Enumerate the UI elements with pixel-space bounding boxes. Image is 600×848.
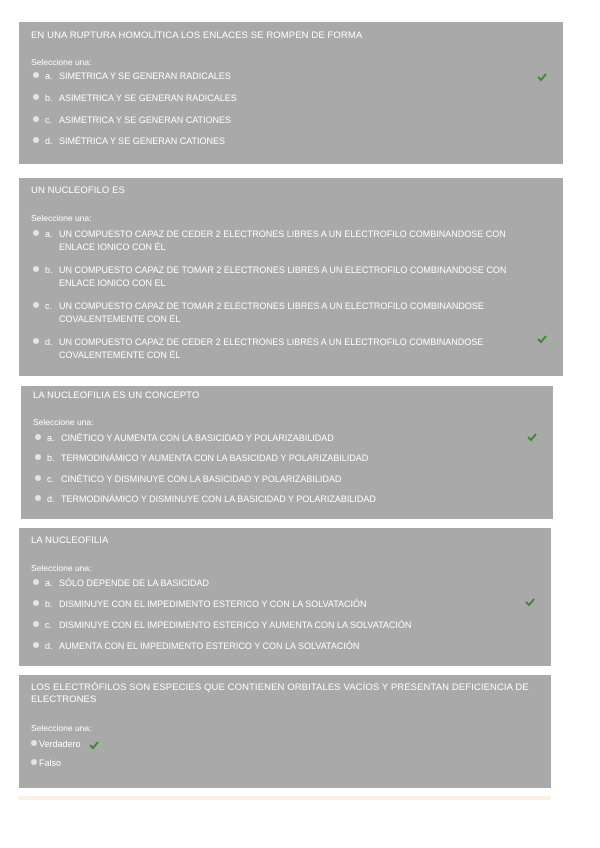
option-letter: d. <box>47 494 55 504</box>
option-text-continued: COVALENTEMENTE CON ÉL <box>59 314 181 324</box>
option-text: DISMINUYE CON EL IMPEDIMENTO ESTERICO Y AUMENTA CON LA SOLVATACIÓN <box>59 620 412 630</box>
option-letter: a. <box>45 71 53 81</box>
option-text-continued: ENLACE IONICO CON EL <box>59 278 166 288</box>
option-d[interactable] <box>35 493 535 507</box>
option-text: CINÉTICO Y DISMINUYE CON LA BASICIDAD Y POLARIZABILIDAD <box>61 474 342 484</box>
option-a[interactable] <box>33 228 543 254</box>
option-letter: b. <box>45 93 53 103</box>
option-text: ASIMETRICA Y SE GENERAN CATIONES <box>59 115 232 125</box>
option-text: SIMETRICA Y SE GENERAN RADICALES <box>59 71 231 81</box>
option-text: CINÉTICO Y AUMENTA CON LA BASICIDAD Y POLARIZABILIDAD <box>61 433 334 443</box>
option-text: ASIMETRICA Y SE GENERAN RADICALES <box>59 93 237 103</box>
option-text: UN COMPUESTO CAPAZ DE TOMAR 2 ELECTRONES LIBRES A UN ELECTROFILO COMBINANDOSE <box>59 301 484 311</box>
option-letter: c. <box>45 620 53 630</box>
radio-icon[interactable] <box>33 137 39 143</box>
check-icon <box>527 432 537 442</box>
option-d[interactable] <box>33 135 533 149</box>
option-letter: c. <box>45 301 53 311</box>
option-c[interactable] <box>33 114 533 128</box>
option-letter: c. <box>45 115 53 125</box>
option-letter: a. <box>45 578 53 588</box>
question-card-4 <box>19 528 551 666</box>
option-b[interactable] <box>33 598 533 612</box>
radio-icon[interactable] <box>31 740 37 746</box>
option-letter: b. <box>45 599 53 609</box>
question-card-2 <box>19 178 563 376</box>
option-text: DISMINUYE CON EL IMPEDIMENTO ESTERICO Y CON LA SOLVATACIÓN <box>59 599 367 609</box>
select-one-label: Seleccione una: <box>31 723 92 733</box>
option-text: UN COMPUESTO CAPAZ DE CEDER 2 ELECTRONES LIBRES A UN ELECTROFILO COMBINANDOSE CON <box>59 229 506 239</box>
select-one-label: Seleccione una: <box>33 417 94 427</box>
option-text: SIMÉTRICA Y SE GENERAN CATIONES <box>59 136 226 146</box>
option-b[interactable] <box>35 452 535 466</box>
question-title: LOS ELECTRÓFILOS SON ESPECIES QUE CONTIENEN ORBITALES VACÍOS Y PRESENTAN DEFICIENCIA DE <box>31 682 529 693</box>
radio-icon[interactable] <box>33 72 39 78</box>
option-false[interactable] <box>31 757 231 771</box>
option-d[interactable] <box>33 640 533 654</box>
option-letter: c. <box>47 474 55 484</box>
radio-icon[interactable] <box>33 338 39 344</box>
radio-icon[interactable] <box>33 621 39 627</box>
check-icon <box>89 740 99 750</box>
option-letter: d. <box>45 337 53 347</box>
option-d[interactable] <box>33 336 543 362</box>
option-a[interactable] <box>33 577 533 591</box>
option-c[interactable] <box>33 300 543 326</box>
radio-icon[interactable] <box>35 454 41 460</box>
option-c[interactable] <box>33 619 533 633</box>
check-icon <box>537 72 547 82</box>
option-text-continued: ENLACE IONICO CON ÉL <box>59 242 166 252</box>
option-c[interactable] <box>35 473 535 487</box>
option-text: TERMODINÁMICO Y AUMENTA CON LA BASICIDAD Y POLARIZABILIDAD <box>61 453 369 463</box>
option-b[interactable] <box>33 92 533 106</box>
radio-icon[interactable] <box>33 94 39 100</box>
option-letter: b. <box>47 453 55 463</box>
radio-icon[interactable] <box>33 579 39 585</box>
radio-icon[interactable] <box>31 759 37 765</box>
question-card-3 <box>21 386 553 519</box>
question-title: UN NUCLEOFILO ES <box>31 185 125 196</box>
radio-icon[interactable] <box>33 302 39 308</box>
option-letter: a. <box>45 229 53 239</box>
radio-icon[interactable] <box>33 600 39 606</box>
check-icon <box>537 334 547 344</box>
option-text: AUMENTA CON EL IMPEDIMENTO ESTERICO Y CON LA SOLVATACIÓN <box>59 641 360 651</box>
radio-icon[interactable] <box>33 230 39 236</box>
radio-icon[interactable] <box>35 434 41 440</box>
option-text: UN COMPUESTO CAPAZ DE TOMAR 2 ELECTRONES LIBRES A UN ELECTROFILO COMBINANDOSE CON <box>59 265 507 275</box>
option-text: Falso <box>39 758 62 768</box>
radio-icon[interactable] <box>35 475 41 481</box>
option-a[interactable] <box>35 432 535 446</box>
option-text: SÓLO DEPENDE DE LA BASICIDAD <box>59 578 210 588</box>
option-text-continued: COVALENTEMENTE CON ÉL <box>59 350 181 360</box>
question-title: EN UNA RUPTURA HOMOLÍTICA LOS ENLACES SE ROMPEN DE FORMA <box>31 30 363 41</box>
option-true[interactable] <box>31 738 231 752</box>
question-title: LA NUCLEOFILIA <box>31 535 109 546</box>
question-card-1 <box>19 22 563 164</box>
feedback-strip <box>19 796 551 800</box>
radio-icon[interactable] <box>33 116 39 122</box>
option-letter: d. <box>45 641 53 651</box>
check-icon <box>525 597 535 607</box>
select-one-label: Seleccione una: <box>31 213 92 223</box>
radio-icon[interactable] <box>33 642 39 648</box>
option-letter: a. <box>47 433 55 443</box>
option-text: UN COMPUESTO CAPAZ DE CEDER 2 ELECTRONES LIBRES A UN ELECTROFILO COMBINANDOSE <box>59 337 484 347</box>
radio-icon[interactable] <box>35 495 41 501</box>
question-title-continued: ELECTRONES <box>31 694 97 705</box>
option-a[interactable] <box>33 70 533 84</box>
option-letter: b. <box>45 265 53 275</box>
select-one-label: Seleccione una: <box>31 563 92 573</box>
radio-icon[interactable] <box>33 266 39 272</box>
option-letter: d. <box>45 136 53 146</box>
option-text: Verdadero <box>39 739 81 749</box>
question-title: LA NUCLEOFILIA ES UN CONCEPTO <box>33 390 200 401</box>
option-text: TERMODINÁMICO Y DISMINUYE CON LA BASICIDAD Y POLARIZABILIDAD <box>61 494 376 504</box>
option-b[interactable] <box>33 264 543 290</box>
select-one-label: Seleccione una: <box>31 57 92 67</box>
question-card-5 <box>19 675 551 788</box>
